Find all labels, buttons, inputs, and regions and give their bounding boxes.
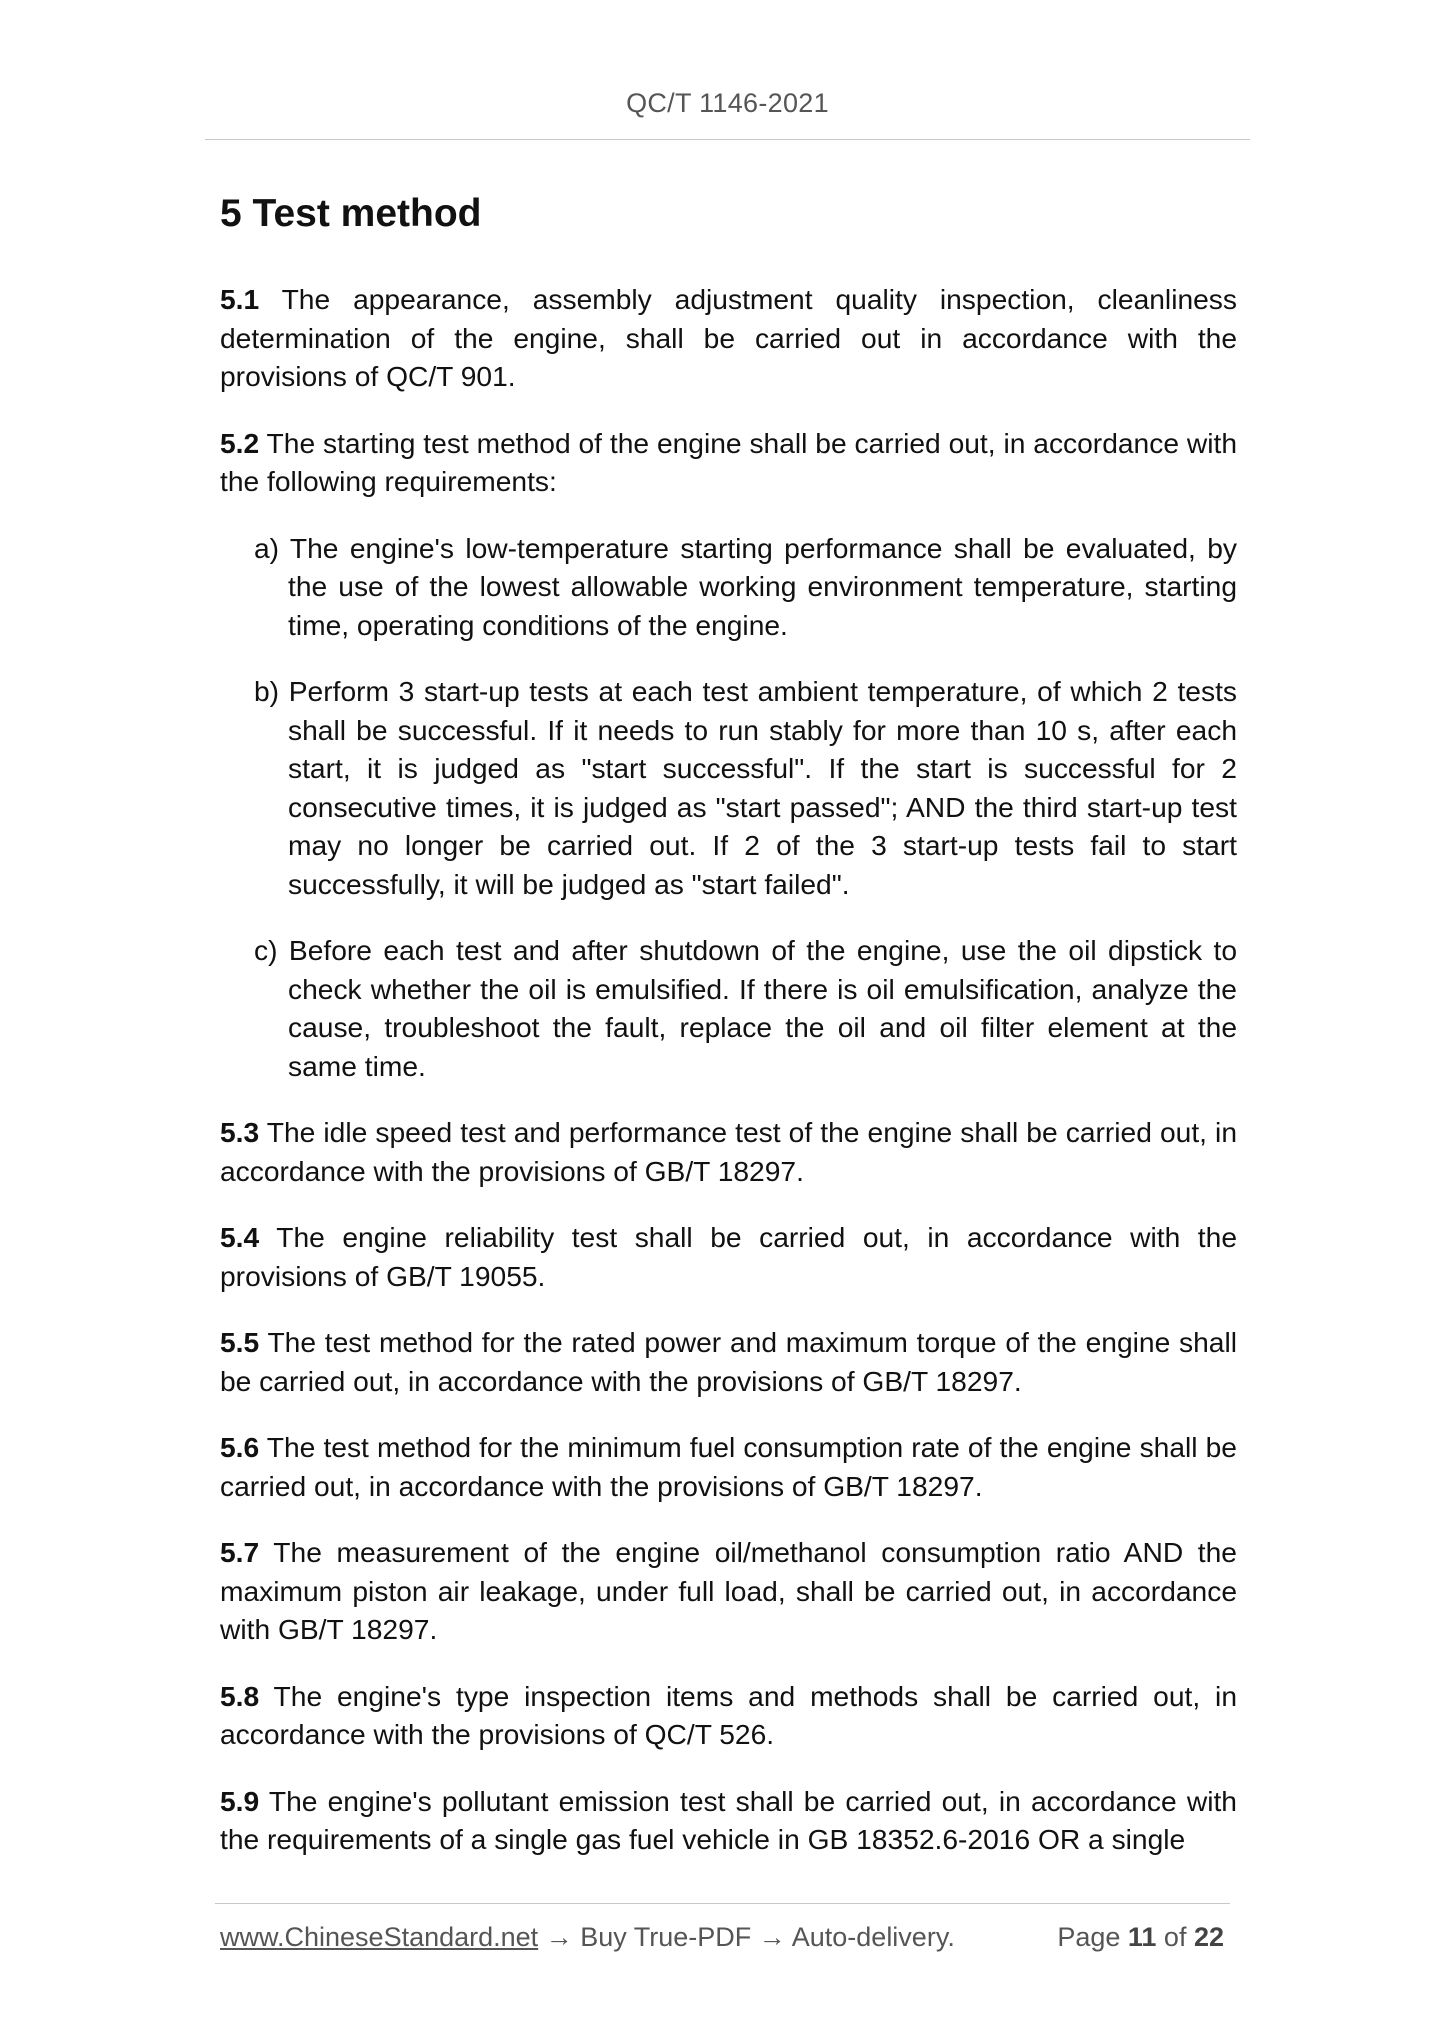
clause-5-3 [220,1113,1237,1190]
clause-number: 5.9 [220,1784,260,1817]
clause-5-1 [220,280,1237,396]
footer-divider [215,1903,1230,1904]
clause-number: 5.2 [220,426,260,459]
clause-5-9 [220,1782,1237,1859]
page-body [220,180,1237,1887]
clause-5-2 [220,424,1237,501]
clause-number: 5.7 [220,1536,260,1568]
header-divider [205,139,1250,140]
page-of-label: of [1156,1922,1194,1952]
clause-text: The starting test method of the engine shall be carried out, in accordance with the following requirements: [220,426,1237,497]
clause-number: 5.6 [220,1431,260,1463]
clause-5-7 [220,1533,1237,1649]
page-footer [220,1922,1230,1953]
clause-5-8 [220,1677,1237,1754]
clause-text: The measurement of the engine oil/methanol consumption ratio AND the maximum piston air leakage, under full load, shall be carried out, in accordance with GB/T 18297. [220,1536,1237,1645]
website-link[interactable]: www.ChineseStandard.net [220,1922,539,1952]
clause-5-6 [220,1428,1237,1505]
clause-text: The test method for the rated power and maximum torque of the engine shall be carried out, in accordance with the provisions of GB/T 18297. [220,1326,1237,1397]
clause-5-2-item-a: a) The engine's low-temperature starting performance shall be evaluated, by the use of the lowest allowable working environment temperature, starting time, operating conditions of the engine. [254,531,1237,641]
page-number [1057,1922,1224,1953]
clause-text: The test method for the minimum fuel consumption rate of the engine shall be carried out, in accordance with the provisions of GB/T 18297. [220,1431,1237,1502]
clause-text: The idle speed test and performance test of the engine shall be carried out, in accordance with the provisions of GB/T 18297. [220,1116,1237,1187]
section-heading: 5 Test method [220,192,482,235]
promo-text: → Buy True-PDF → Auto-delivery. [538,1922,955,1952]
clause-text: The engine's pollutant emission test shall be carried out, in accordance with the requirements of a single gas fuel vehicle in GB 18352.6-2016 OR a single [220,1784,1237,1855]
clause-5-5 [220,1323,1237,1400]
clause-number: 5.4 [220,1221,260,1253]
clause-number: 5.5 [220,1326,260,1358]
page-current: 11 [1127,1922,1157,1952]
clause-text: The appearance, assembly adjustment quality inspection, cleanliness determination of the engine, shall be carried out in accordance with the provisions of QC/T 901. [220,283,1237,392]
clause-5-2-item-c: c) Before each test and after shutdown of the engine, use the oil dipstick to check whether the oil is emulsified. If there is oil emulsification, analyze the cause, troubleshoot the fault, replace the oil and oil filter element at the same time. [254,934,1237,1082]
clause-5-4 [220,1218,1237,1295]
running-header: QC/T 1146-2021 [626,88,829,118]
clause-number: 5.8 [220,1679,260,1712]
clause-number: 5.3 [220,1116,260,1148]
clause-text: The engine reliability test shall be carried out, in accordance with the provisions of GB/T 19055. [220,1221,1237,1292]
page-label: Page [1057,1922,1128,1952]
clause-number: 5.1 [220,283,260,315]
clause-5-2-item-b: b) Perform 3 start-up tests at each test ambient temperature, of which 2 tests shall be successful. If it needs to run stably for more than 10 s, after each start, it is judged as "start successful". If the start is successful for 2 consecutive times, it is judged as "start passed"; AND the third start-up test may no longer be carried out. If 2 of the 3 start-up tests fail to start successfully, it will be judged as "start failed". [254,675,1237,900]
page-total: 22 [1193,1922,1224,1952]
clause-text: The engine's type inspection items and methods shall be carried out, in accordance with the provisions of QC/T 526. [220,1679,1237,1750]
